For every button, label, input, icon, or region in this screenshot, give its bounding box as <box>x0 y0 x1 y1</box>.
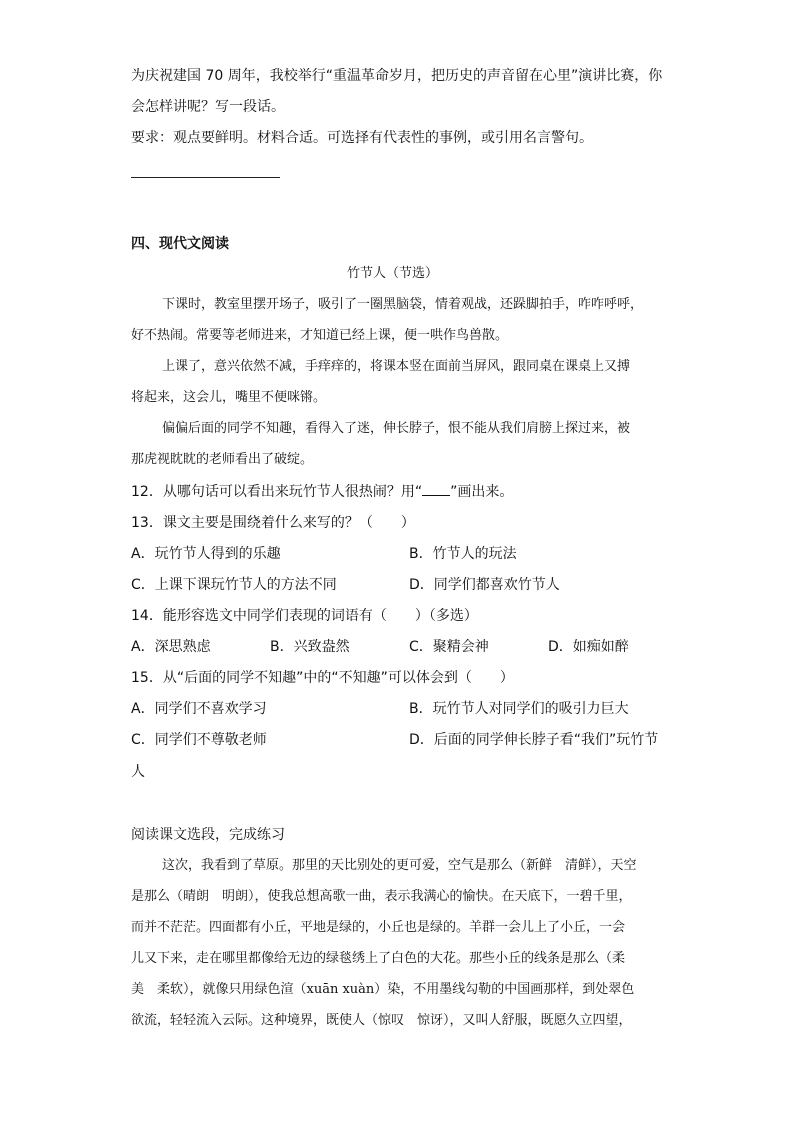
reading-line-6: 欲流，轻轻流入云际。这种境界，既使人（惊叹 惊讶），又叫人舒服，既愿久立四望， <box>131 1013 632 1028</box>
passage-p3-line2: 那虎视眈眈的老师看出了破绽。 <box>131 452 314 467</box>
passage-p3-line1: 偏偏后面的同学不知趣，看得入了迷，伸长脖子，恨不能从我们肩膀上探过来，被 <box>162 421 631 436</box>
question-12-text-end: ”画出来。 <box>450 484 514 500</box>
intro-line-1: 为庆祝建国 70 周年，我校举行“重温革命岁月，把历史的声音留在心里”演讲比赛，你 <box>131 68 663 84</box>
question-12-text: 12．从哪句话可以看出来玩竹节人很热闹？用“ <box>131 484 423 500</box>
question-14-option-a: A．深思熟虑 <box>131 639 211 655</box>
reading-line-3: 而并不茫茫。四面都有小丘，平地是绿的，小丘也是绿的。羊群一会儿上了小丘，一会 <box>131 920 626 935</box>
question-15-option-b: B．玩竹节人对同学们的吸引力巨大 <box>409 701 629 717</box>
question-15-option-a: A．同学们不喜欢学习 <box>131 701 267 717</box>
question-15-option-c: C．同学们不尊敬老师 <box>131 732 267 748</box>
passage-p2-line1: 上课了，意兴依然不减，手痒痒的，将课本竖在面前当屏风，跟同桌在课桌上又搏 <box>162 359 631 374</box>
reading-line-2: 是那么（晴朗 明朗），使我总想高歌一曲，表示我满心的愉快。在天底下，一碧千里， <box>131 889 632 904</box>
answer-line <box>131 177 280 178</box>
question-14: 14．能形容选文中同学们表现的词语有（ ）（多选） <box>131 608 478 624</box>
reading-line-5: 美 柔软），就像只用绿色渲（xuān xuàn）染，不用墨线勾勒的中国画那样，到处翠色 <box>131 982 635 997</box>
question-12 <box>131 482 513 502</box>
question-13-option-a: A．玩竹节人得到的乐趣 <box>131 546 281 562</box>
question-13-option-b: B．竹节人的玩法 <box>409 546 517 562</box>
question-14-option-b: B．兴致盎然 <box>270 639 350 655</box>
question-14-option-d: D．如痴如醉 <box>548 639 629 655</box>
question-15: 15．从“后面的同学不知趣”中的“不知趣”可以体会到（ ） <box>131 670 514 686</box>
passage-p1-line2: 好不热闹。常要等老师进来，才知道已经上课，便一哄作鸟兽散。 <box>131 328 509 343</box>
question-15-option-d: D．后面的同学伸长脖子看“我们”玩竹节 <box>409 732 659 748</box>
intro-line-2: 会怎样讲呢？写一段话。 <box>131 99 285 115</box>
passage-p2-line2: 将起来，这会儿，嘴里不便咪锵。 <box>131 390 327 405</box>
question-13: 13．课文主要是围绕着什么来写的？（ ） <box>131 515 415 531</box>
question-14-option-c: C．聚精会神 <box>409 639 489 655</box>
question-13-option-d: D．同学们都喜欢竹节人 <box>409 577 560 593</box>
passage-p1-line1: 下课时，教室里摆开场子，吸引了一圈黑脑袋，情着观战，还跺脚拍手，咋咋呼呼， <box>162 297 644 312</box>
passage-title: 竹节人（节选） <box>347 266 439 281</box>
question-15-option-d-continued: 人 <box>131 764 145 780</box>
reading-line-1: 这次，我看到了草原。那里的天比别处的更可爱，空气是那么（新鲜 清鲜），天空 <box>162 858 637 873</box>
intro-requirement: 要求：观点要鲜明。材料合适。可选择有代表性的事例，或引用名言警句。 <box>131 130 593 146</box>
section-heading: 四、现代文阅读 <box>131 236 229 252</box>
reading-line-4: 儿又下来，走在哪里都像给无边的绿毯绣上了白色的大花。那些小丘的线条是那么（柔 <box>131 951 626 966</box>
reading-heading: 阅读课文选段，完成练习 <box>131 827 285 843</box>
question-13-option-c: C．上课下课玩竹节人的方法不同 <box>131 577 337 593</box>
underline-mark <box>422 483 450 496</box>
